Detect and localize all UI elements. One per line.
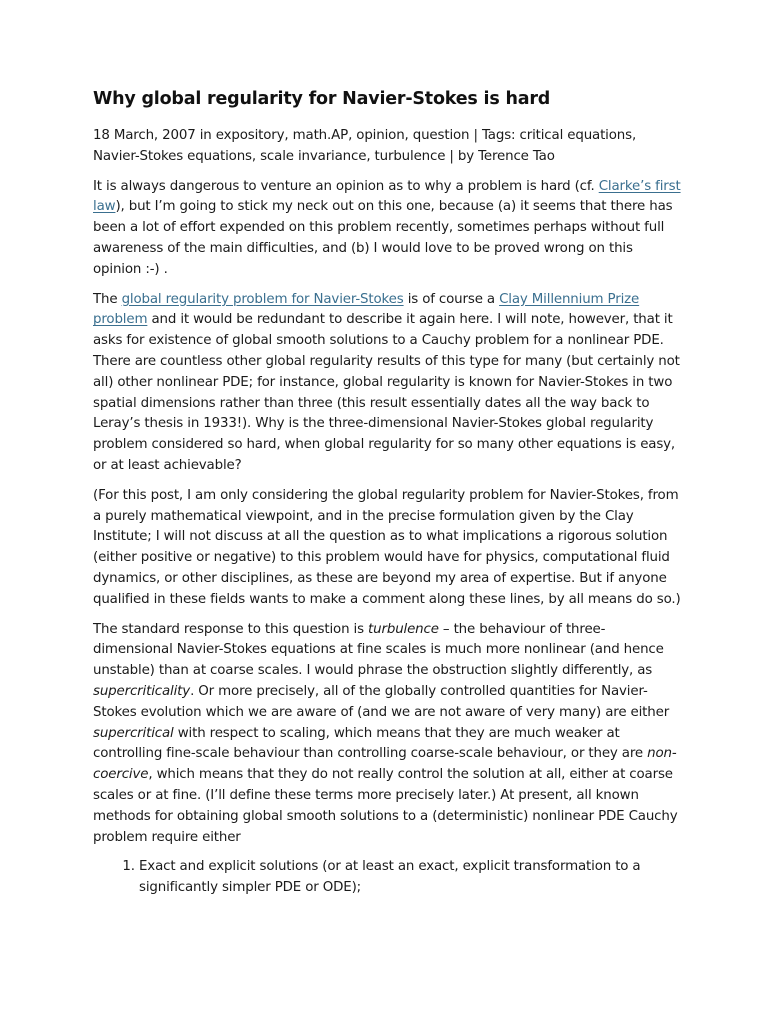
paragraph-problem (93, 290, 683, 477)
clarkes-first-law-link[interactable]: Clarke’s first law (93, 178, 681, 215)
paragraph-intro (93, 177, 683, 281)
post-tags: critical equations, Navier-Stokes equations, scale invariance, turbulence (93, 128, 637, 164)
paragraph-turbulence (93, 620, 683, 849)
paragraph-text: and it would be redundant to describe it again here. I will note, however, that it asks for existence of global smooth solutions to a Cauchy problem for a nonlinear PDE. There are countless other global regularity results of this type for many (but certainly not all) other nonlinear PDE; for instance, global regularity is known for Navier-Stokes in two spatial dimensions rather than three (this result essentially dates all the way back to Leray’s thesis in 1933!). Why is the three-dimensional Navier-Stokes global regularity problem considered so hard, when global regularity for so many other equations is easy, or at least achievable? (93, 312, 680, 473)
paragraph-text: . Or more precisely, all of the globally controlled quantities for Navier-Stokes evolution which we are aware of (and we are not aware of very many) are either (93, 683, 670, 720)
emphasis-supercriticality: supercriticality (93, 683, 191, 699)
paragraph-text: ), but I’m going to stick my neck out on this one, because (a) it seems that there has been a lot of effort expended on this problem recently, sometimes perhaps without full awareness of the main difficulties, and (b) I would love to be proved wrong on this opinion :-) . (93, 199, 673, 277)
clay-millennium-prize-link[interactable]: Clay Millennium Prize problem (93, 291, 640, 328)
paragraph-text: The (93, 291, 122, 307)
post-author: Terence Tao (478, 148, 555, 164)
paragraph-text: – the behaviour of three-dimensional Navier-Stokes equations at fine scales is much more nonlinear (and hence unstable) than at coarse scales. I would phrase the obstruction slightly differently, as (93, 621, 664, 679)
post-content (93, 86, 683, 899)
post-meta (93, 126, 683, 168)
meta-separator: | (445, 148, 458, 164)
list-item: 1. Exact and explicit solutions (or at least an exact, explicit transformation to a significantly simpler PDE or ODE); (139, 857, 683, 899)
post-categories: expository, math.AP, opinion, question (215, 128, 470, 143)
paragraph-text: , which means that they do not really control the solution at all, either at coarse scales or at fine. (I’ll define these terms more precisely later.) At present, all known methods for obtaining global smooth solutions to a (deterministic) nonlinear PDE Cauchy problem require either (93, 767, 678, 845)
paragraph-text: The standard response to this question is (93, 621, 369, 637)
paragraph-text: It is always dangerous to venture an opinion as to why a problem is hard (cf. (93, 178, 599, 194)
meta-in-text: in (195, 128, 216, 143)
emphasis-non-coercive: non-coercive (93, 746, 677, 783)
meta-separator: | (469, 128, 482, 143)
paragraph-scope: (For this post, I am only considering the global regularity problem for Navier-Stokes, from a purely mathematical viewpoint, and in the precise formulation given by the Clay Institute; I will not discuss at all the question as to what implications a rigorous solution (either positive or negative) to this problem would have for physics, computational fluid dynamics, or other disciplines, as these are beyond my area of expertise. But if anyone qualified in these fields wants to make a comment along these lines, by all means do so.) (93, 487, 681, 607)
by-label: by (457, 148, 479, 164)
emphasis-supercritical: supercritical (93, 725, 174, 741)
emphasis-turbulence: turbulence (368, 621, 439, 637)
methods-list (93, 857, 683, 899)
post-date: 18 March, 2007 (93, 128, 196, 143)
paragraph-text: with respect to scaling, which means that they are much weaker at controlling fine-scale behaviour than controlling coarse-scale behaviour, or they are (93, 725, 648, 762)
global-regularity-link[interactable]: global regularity problem for Navier-Stokes (121, 291, 404, 307)
tags-label: Tags: (481, 128, 520, 143)
paragraph-text: is of course a (403, 291, 500, 307)
post-title: Why global regularity for Navier-Stokes is hard (93, 89, 551, 109)
